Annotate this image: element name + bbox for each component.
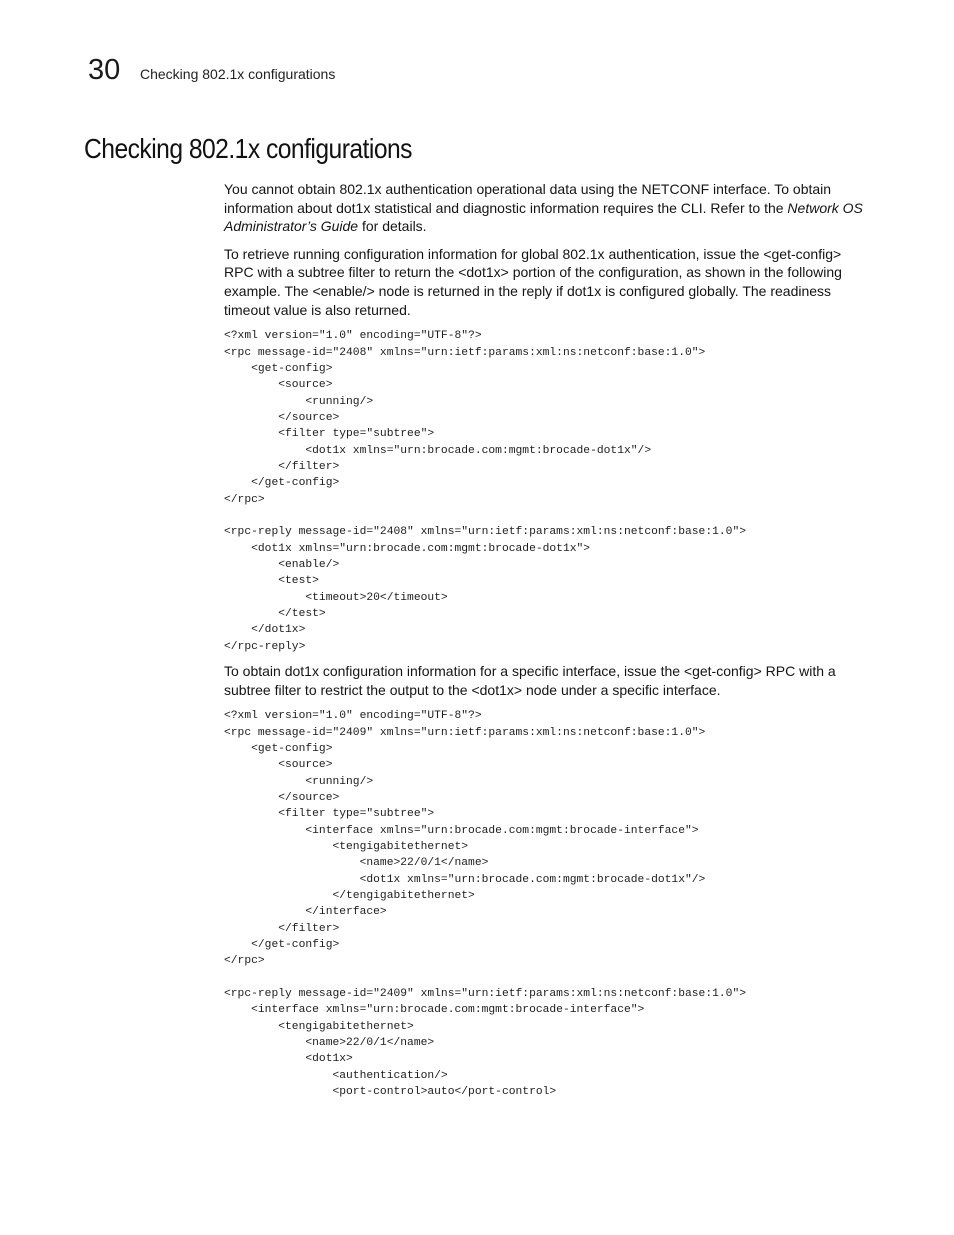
code-line: <source> xyxy=(224,759,333,772)
section-title: Checking 802.1x configurations xyxy=(84,133,412,164)
code-blank-line xyxy=(224,508,870,524)
intro-text-b: for details. xyxy=(358,218,427,235)
code-line: <?xml version="1.0" encoding="UTF-8"?> xyxy=(224,710,482,723)
code-line: </filter> xyxy=(224,922,340,935)
code-line: <timeout>20</timeout> xyxy=(224,591,448,604)
code-line: </dot1x> xyxy=(224,624,306,637)
code-line: </source> xyxy=(224,411,340,424)
code-block-interface-dot1x xyxy=(224,708,870,1100)
code-line: </rpc> xyxy=(224,955,265,968)
code-line: <get-config> xyxy=(224,742,333,755)
code-line: <rpc-reply message-id="2408" xmlns="urn:ietf:params:xml:ns:netconf:base:1.0"> xyxy=(224,526,747,539)
code-line: <?xml version="1.0" encoding="UTF-8"?> xyxy=(224,330,482,343)
code-line: <dot1x xmlns="urn:brocade.com:mgmt:brocade-dot1x"/> xyxy=(224,873,706,886)
code-line: <rpc-reply message-id="2409" xmlns="urn:ietf:params:xml:ns:netconf:base:1.0"> xyxy=(224,988,747,1001)
code-line: </source> xyxy=(224,791,340,804)
code-line: <name>22/0/1</name> xyxy=(224,1037,435,1050)
code-line: <dot1x xmlns="urn:brocade.com:mgmt:brocade-dot1x"> xyxy=(224,542,591,555)
intro-text-a: You cannot obtain 802.1x authentication operational data using the NETCONF interface. To obtain information about dot1x statistical and diagnostic information requires the CLI. Refer to the xyxy=(224,181,832,216)
running-header-title: Checking 802.1x configurations xyxy=(140,66,336,82)
code-line: </get-config> xyxy=(224,939,340,952)
code-line: <dot1x xmlns="urn:brocade.com:mgmt:brocade-dot1x"/> xyxy=(224,444,652,457)
code-line: <filter type="subtree"> xyxy=(224,428,435,441)
code-line: <dot1x> xyxy=(224,1053,353,1066)
code-line: <test> xyxy=(224,575,319,588)
intro-paragraph xyxy=(224,180,870,236)
body-column xyxy=(224,180,870,1107)
code-line: </rpc-reply> xyxy=(224,640,306,653)
code-line: <authentication/> xyxy=(224,1069,448,1082)
code-blank-line xyxy=(224,970,870,986)
code-line: <port-control>auto</port-control> xyxy=(224,1086,557,1099)
code-line: <interface xmlns="urn:brocade.com:mgmt:brocade-interface"> xyxy=(224,1004,645,1017)
code-line: <running/> xyxy=(224,775,374,788)
code-line: </test> xyxy=(224,608,326,620)
code-line: <enable/> xyxy=(224,558,340,571)
code-line: </get-config> xyxy=(224,477,340,490)
code-line: <tengigabitethernet> xyxy=(224,840,469,853)
code-line: <rpc message-id="2409" xmlns="urn:ietf:params:xml:ns:netconf:base:1.0"> xyxy=(224,726,706,739)
code-line: </tengigabitethernet> xyxy=(224,890,475,902)
code-line: <running/> xyxy=(224,395,374,408)
code-line: <name>22/0/1</name> xyxy=(224,857,489,870)
code-line: <interface xmlns="urn:brocade.com:mgmt:brocade-interface"> xyxy=(224,824,699,837)
guide-title: Network OS Administrator’s Guide xyxy=(224,199,863,235)
chapter-number: 30 xyxy=(88,54,121,86)
code-block-global-dot1x xyxy=(224,328,870,655)
code-line: <tengigabitethernet> xyxy=(224,1020,414,1033)
code-line: <rpc message-id="2408" xmlns="urn:ietf:params:xml:ns:netconf:base:1.0"> xyxy=(224,346,706,359)
code-line: <filter type="subtree"> xyxy=(224,808,435,821)
code-line: <source> xyxy=(224,379,333,392)
code-line: <get-config> xyxy=(224,362,333,375)
code-line: </rpc> xyxy=(224,493,265,506)
global-config-paragraph: To retrieve running configuration information for global 802.1x authentication, issue the <get-config> RPC with a subtree filter to return the <dot1x> portion of the configuration, as shown in the following example. The <enable/> node is returned in the reply if dot1x is configured globally. The readiness timeout value is also returned. xyxy=(224,245,842,318)
code-line: </filter> xyxy=(224,460,340,473)
code-line: </interface> xyxy=(224,906,387,919)
interface-config-paragraph: To obtain dot1x configuration information for a specific interface, issue the <get-config> RPC with a subtree filter to restrict the output to the <dot1x> node under a specific interface. xyxy=(224,663,836,698)
